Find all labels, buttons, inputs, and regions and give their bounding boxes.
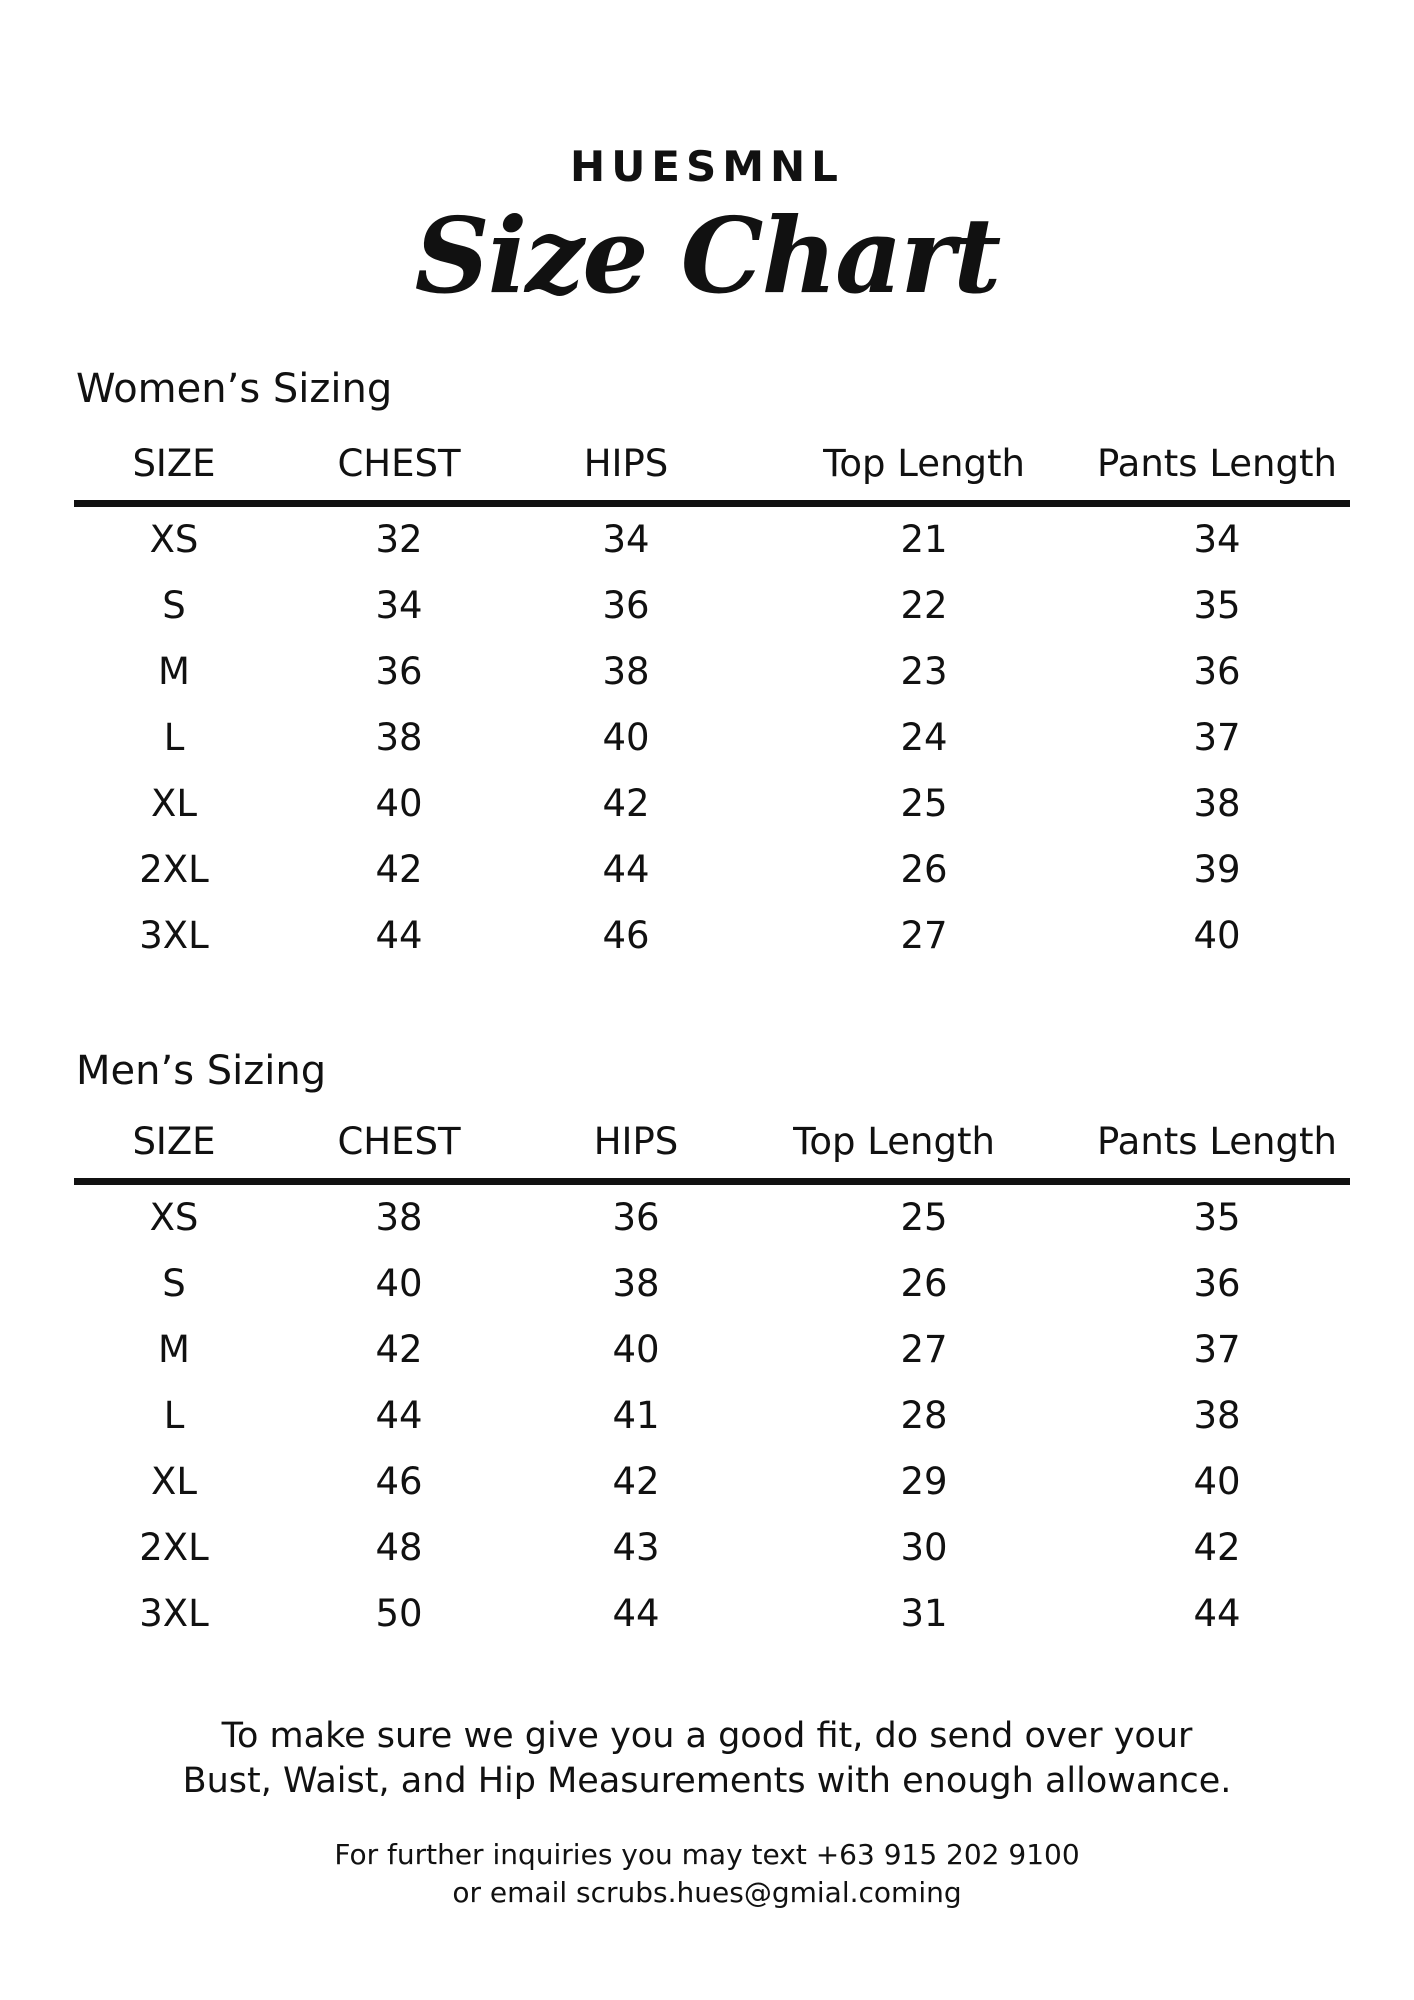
column-header-chest: CHEST — [337, 442, 461, 485]
size-cell: L — [163, 1394, 185, 1437]
chest-cell: 34 — [375, 584, 423, 627]
pants-length-cell: 37 — [1193, 716, 1241, 759]
pants-length-cell: 36 — [1193, 650, 1241, 693]
hips-cell: 36 — [612, 1196, 660, 1239]
table-row — [74, 1383, 1350, 1449]
hips-cell: 44 — [602, 848, 650, 891]
chest-cell: 36 — [375, 650, 423, 693]
hips-cell: 43 — [612, 1526, 660, 1569]
chest-cell: 32 — [375, 518, 423, 561]
hips-cell: 38 — [612, 1262, 660, 1305]
size-cell: 3XL — [139, 914, 209, 957]
top-length-cell: 22 — [900, 584, 948, 627]
chest-cell: 46 — [375, 1460, 423, 1503]
hips-cell: 41 — [612, 1394, 660, 1437]
chest-cell: 40 — [375, 782, 423, 825]
table-row — [74, 1251, 1350, 1317]
chest-cell: 48 — [375, 1526, 423, 1569]
chest-cell: 44 — [375, 914, 423, 957]
column-header-size: SIZE — [132, 442, 216, 485]
womens-size-table — [74, 428, 1350, 969]
chest-cell: 40 — [375, 1262, 423, 1305]
header-divider — [74, 500, 1350, 507]
table-header-row — [74, 428, 1350, 500]
size-cell: S — [162, 584, 186, 627]
chest-cell: 42 — [375, 848, 423, 891]
column-header-size: SIZE — [132, 1120, 216, 1163]
size-cell: 2XL — [139, 1526, 209, 1569]
hips-cell: 38 — [602, 650, 650, 693]
chest-cell: 50 — [375, 1592, 423, 1635]
table-row — [74, 573, 1350, 639]
column-header-pants-length: Pants Length — [1097, 442, 1337, 485]
hips-cell: 44 — [612, 1592, 660, 1635]
size-cell: 3XL — [139, 1592, 209, 1635]
top-length-cell: 25 — [900, 782, 948, 825]
top-length-cell: 27 — [900, 914, 948, 957]
contact-line-phone: For further inquiries you may text +63 915 202 9100 — [334, 1838, 1080, 1871]
column-header-top-length: Top Length — [793, 1120, 995, 1163]
size-cell: XS — [149, 518, 199, 561]
column-header-hips: HIPS — [583, 442, 669, 485]
top-length-cell: 29 — [900, 1460, 948, 1503]
column-header-top-length: Top Length — [823, 442, 1025, 485]
hips-cell: 42 — [602, 782, 650, 825]
size-cell: XS — [149, 1196, 199, 1239]
table-row — [74, 1317, 1350, 1383]
hips-cell: 40 — [612, 1328, 660, 1371]
top-length-cell: 26 — [900, 1262, 948, 1305]
top-length-cell: 24 — [900, 716, 948, 759]
pants-length-cell: 37 — [1193, 1328, 1241, 1371]
table-row — [74, 1449, 1350, 1515]
hips-cell: 36 — [602, 584, 650, 627]
chest-cell: 38 — [375, 1196, 423, 1239]
hips-cell: 40 — [602, 716, 650, 759]
mens-section-title: Men’s Sizing — [76, 1048, 327, 1094]
chest-cell: 38 — [375, 716, 423, 759]
pants-length-cell: 36 — [1193, 1262, 1241, 1305]
size-cell: S — [162, 1262, 186, 1305]
top-length-cell: 21 — [900, 518, 948, 561]
pants-length-cell: 42 — [1193, 1526, 1241, 1569]
table-row — [74, 1515, 1350, 1581]
size-cell: M — [158, 1328, 190, 1371]
brand-name: HUESMNL — [570, 142, 844, 191]
size-cell: L — [163, 716, 185, 759]
chest-cell: 44 — [375, 1394, 423, 1437]
top-length-cell: 27 — [900, 1328, 948, 1371]
table-row — [74, 837, 1350, 903]
pants-length-cell: 40 — [1193, 914, 1241, 957]
hips-cell: 34 — [602, 518, 650, 561]
table-row — [74, 639, 1350, 705]
top-length-cell: 23 — [900, 650, 948, 693]
mens-size-table — [74, 1106, 1350, 1647]
top-length-cell: 28 — [900, 1394, 948, 1437]
table-row — [74, 903, 1350, 969]
pants-length-cell: 39 — [1193, 848, 1241, 891]
top-length-cell: 25 — [900, 1196, 948, 1239]
table-row — [74, 1581, 1350, 1647]
column-header-hips: HIPS — [593, 1120, 679, 1163]
pants-length-cell: 35 — [1193, 1196, 1241, 1239]
top-length-cell: 26 — [900, 848, 948, 891]
size-cell: M — [158, 650, 190, 693]
top-length-cell: 31 — [900, 1592, 948, 1635]
column-header-pants-length: Pants Length — [1097, 1120, 1337, 1163]
page-title: Size Chart — [414, 194, 1000, 317]
table-row — [74, 771, 1350, 837]
hips-cell: 42 — [612, 1460, 660, 1503]
column-header-chest: CHEST — [337, 1120, 461, 1163]
pants-length-cell: 38 — [1193, 782, 1241, 825]
table-row — [74, 705, 1350, 771]
pants-length-cell: 35 — [1193, 584, 1241, 627]
fit-note-line-2: Bust, Waist, and Hip Measurements with enough allowance. — [182, 1761, 1232, 1801]
table-row — [74, 1185, 1350, 1251]
size-cell: XL — [151, 782, 197, 825]
header-divider — [74, 1178, 1350, 1185]
size-cell: XL — [151, 1460, 197, 1503]
contact-line-email: or email scrubs.hues@gmial.coming — [452, 1876, 962, 1909]
pants-length-cell: 38 — [1193, 1394, 1241, 1437]
size-cell: 2XL — [139, 848, 209, 891]
pants-length-cell: 44 — [1193, 1592, 1241, 1635]
hips-cell: 46 — [602, 914, 650, 957]
chest-cell: 42 — [375, 1328, 423, 1371]
pants-length-cell: 34 — [1193, 518, 1241, 561]
table-row — [74, 507, 1350, 573]
pants-length-cell: 40 — [1193, 1460, 1241, 1503]
top-length-cell: 30 — [900, 1526, 948, 1569]
fit-note-line-1: To make sure we give you a good fit, do send over your — [221, 1716, 1193, 1756]
table-header-row — [74, 1106, 1350, 1178]
womens-section-title: Women’s Sizing — [76, 366, 393, 412]
